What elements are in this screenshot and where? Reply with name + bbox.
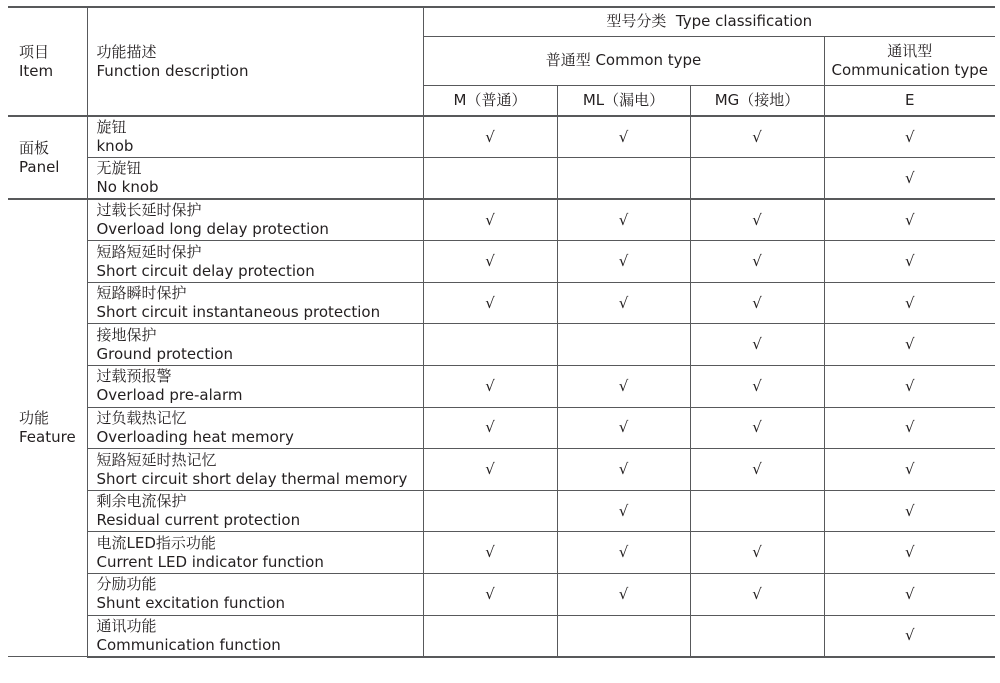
function-name-en: Short circuit short delay thermal memory bbox=[96, 469, 408, 488]
function-description-cell bbox=[87, 574, 423, 616]
check-cell-ml bbox=[557, 615, 690, 657]
check-cell-m bbox=[423, 490, 557, 532]
function-name-en: Overload long delay protection bbox=[96, 220, 329, 239]
function-name-en: Current LED indicator function bbox=[96, 552, 324, 571]
function-description-header bbox=[87, 7, 423, 116]
check-mark-icon: √ bbox=[485, 293, 495, 312]
communication-type-header bbox=[824, 36, 995, 85]
check-cell-mg bbox=[690, 324, 824, 366]
check-cell-e bbox=[824, 366, 995, 408]
check-mark-icon: √ bbox=[904, 501, 915, 520]
check-cell-mg bbox=[690, 490, 824, 532]
item-header-en: Item bbox=[19, 61, 54, 80]
category-panel bbox=[8, 116, 87, 199]
check-cell-e bbox=[824, 490, 995, 532]
check-cell-e bbox=[824, 532, 995, 574]
function-header-en: Function description bbox=[96, 61, 249, 80]
check-cell-m bbox=[423, 532, 557, 574]
function-description-cell bbox=[87, 282, 423, 324]
check-cell-m bbox=[423, 116, 557, 158]
function-name-en: Communication function bbox=[96, 635, 281, 654]
function-description-cell bbox=[87, 615, 423, 657]
check-cell-m bbox=[423, 241, 557, 283]
check-cell-e bbox=[824, 324, 995, 366]
function-description-cell bbox=[87, 407, 423, 449]
item-header-zh: 项目 bbox=[19, 42, 50, 61]
check-mark-icon: √ bbox=[618, 127, 629, 146]
common-type-header: 普通型 Common type bbox=[423, 36, 824, 85]
check-cell-mg bbox=[690, 241, 824, 283]
category-panel-zh: 面板 bbox=[19, 138, 50, 157]
function-name-zh: 分励功能 bbox=[96, 575, 157, 594]
check-cell-e bbox=[824, 449, 995, 491]
check-cell-e bbox=[824, 407, 995, 449]
function-name-zh: 过载长延时保护 bbox=[96, 201, 202, 220]
table-row bbox=[8, 199, 995, 241]
function-name-zh: 电流LED指示功能 bbox=[96, 533, 216, 552]
function-name-en: Shunt excitation function bbox=[96, 594, 286, 613]
check-mark-icon: √ bbox=[618, 584, 629, 603]
check-cell-ml bbox=[557, 158, 690, 200]
category-feature bbox=[8, 199, 87, 657]
check-cell-ml bbox=[557, 407, 690, 449]
table-row bbox=[8, 407, 995, 449]
check-mark-icon: √ bbox=[904, 335, 915, 354]
table-row bbox=[8, 532, 995, 574]
check-cell-ml bbox=[557, 532, 690, 574]
check-mark-icon: √ bbox=[904, 376, 915, 395]
code-header-ml: ML（漏电） bbox=[557, 85, 690, 116]
table-row bbox=[8, 366, 995, 408]
function-name-zh: 接地保护 bbox=[96, 325, 157, 344]
function-name-zh: 旋钮 bbox=[96, 118, 127, 137]
check-mark-icon: √ bbox=[904, 252, 915, 271]
check-mark-icon: √ bbox=[485, 460, 495, 479]
function-name-zh: 通讯功能 bbox=[96, 616, 157, 635]
check-cell-ml bbox=[557, 241, 690, 283]
check-cell-ml bbox=[557, 449, 690, 491]
check-mark-icon: √ bbox=[618, 252, 629, 271]
check-cell-ml bbox=[557, 116, 690, 158]
check-mark-icon: √ bbox=[485, 584, 495, 603]
check-cell-m bbox=[423, 324, 557, 366]
function-name-zh: 短路瞬时保护 bbox=[96, 284, 187, 303]
check-mark-icon: √ bbox=[752, 376, 762, 395]
function-description-cell bbox=[87, 366, 423, 408]
check-cell-mg bbox=[690, 615, 824, 657]
type-classification-table-wrapper bbox=[8, 6, 995, 658]
check-cell-e bbox=[824, 282, 995, 324]
category-feature-zh: 功能 bbox=[19, 409, 50, 428]
table-row bbox=[8, 449, 995, 491]
check-mark-icon: √ bbox=[752, 584, 762, 603]
check-mark-icon: √ bbox=[485, 252, 495, 271]
check-cell-m bbox=[423, 449, 557, 491]
check-cell-ml bbox=[557, 490, 690, 532]
function-description-cell bbox=[87, 241, 423, 283]
check-cell-mg bbox=[690, 532, 824, 574]
check-mark-icon: √ bbox=[904, 626, 915, 645]
check-cell-m bbox=[423, 407, 557, 449]
function-name-en: No knob bbox=[96, 178, 159, 197]
check-mark-icon: √ bbox=[485, 210, 495, 229]
check-cell-ml bbox=[557, 366, 690, 408]
check-cell-e bbox=[824, 158, 995, 200]
check-mark-icon: √ bbox=[752, 418, 762, 437]
check-mark-icon: √ bbox=[618, 293, 629, 312]
check-cell-mg bbox=[690, 449, 824, 491]
table-row bbox=[8, 490, 995, 532]
table-row bbox=[8, 615, 995, 657]
check-cell-ml bbox=[557, 574, 690, 616]
communication-type-zh: 通讯型 bbox=[887, 41, 933, 60]
check-mark-icon: √ bbox=[752, 460, 762, 479]
table-row bbox=[8, 241, 995, 283]
code-header-e: E bbox=[824, 85, 995, 116]
category-feature-en: Feature bbox=[19, 428, 76, 447]
check-mark-icon: √ bbox=[904, 584, 915, 603]
function-description-cell bbox=[87, 324, 423, 366]
check-cell-mg bbox=[690, 158, 824, 200]
category-panel-en: Panel bbox=[19, 157, 60, 176]
table-row bbox=[8, 158, 995, 200]
function-description-cell bbox=[87, 449, 423, 491]
type-classification-table bbox=[8, 6, 995, 658]
function-description-cell bbox=[87, 490, 423, 532]
table-row bbox=[8, 324, 995, 366]
check-cell-m bbox=[423, 158, 557, 200]
check-mark-icon: √ bbox=[752, 543, 762, 562]
function-name-en: Overloading heat memory bbox=[96, 427, 294, 446]
check-mark-icon: √ bbox=[618, 418, 629, 437]
function-name-en: Overload pre-alarm bbox=[96, 386, 243, 405]
table-row bbox=[8, 116, 995, 158]
communication-type-en: Communication type bbox=[831, 60, 989, 79]
check-cell-ml bbox=[557, 199, 690, 241]
check-cell-e bbox=[824, 116, 995, 158]
check-mark-icon: √ bbox=[904, 418, 915, 437]
check-mark-icon: √ bbox=[752, 293, 762, 312]
check-mark-icon: √ bbox=[904, 293, 915, 312]
function-description-cell bbox=[87, 158, 423, 200]
check-mark-icon: √ bbox=[904, 168, 915, 187]
function-name-zh: 短路短延时热记忆 bbox=[96, 450, 217, 469]
function-description-cell bbox=[87, 532, 423, 574]
function-name-zh: 过载预报警 bbox=[96, 367, 172, 386]
check-cell-m bbox=[423, 199, 557, 241]
type-classification-header: 型号分类 Type classification bbox=[423, 7, 995, 36]
check-mark-icon: √ bbox=[485, 418, 495, 437]
check-mark-icon: √ bbox=[904, 460, 915, 479]
check-cell-m bbox=[423, 282, 557, 324]
check-cell-m bbox=[423, 366, 557, 408]
check-mark-icon: √ bbox=[752, 335, 762, 354]
check-mark-icon: √ bbox=[618, 543, 629, 562]
check-cell-mg bbox=[690, 199, 824, 241]
header-row-1 bbox=[8, 7, 995, 36]
check-cell-e bbox=[824, 241, 995, 283]
check-cell-ml bbox=[557, 324, 690, 366]
check-mark-icon: √ bbox=[485, 376, 495, 395]
check-mark-icon: √ bbox=[752, 210, 762, 229]
check-mark-icon: √ bbox=[618, 460, 629, 479]
function-name-en: Residual current protection bbox=[96, 511, 301, 530]
check-cell-m bbox=[423, 615, 557, 657]
function-name-en: Short circuit instantaneous protection bbox=[96, 303, 381, 322]
check-mark-icon: √ bbox=[618, 376, 629, 395]
function-name-zh: 剩余电流保护 bbox=[96, 492, 187, 511]
check-cell-e bbox=[824, 615, 995, 657]
check-mark-icon: √ bbox=[618, 210, 629, 229]
check-cell-mg bbox=[690, 282, 824, 324]
check-cell-e bbox=[824, 199, 995, 241]
check-cell-ml bbox=[557, 282, 690, 324]
check-mark-icon: √ bbox=[904, 543, 915, 562]
function-name-en: Short circuit delay protection bbox=[96, 261, 315, 280]
function-description-cell bbox=[87, 116, 423, 158]
check-cell-e bbox=[824, 574, 995, 616]
table-row bbox=[8, 574, 995, 616]
function-description-cell bbox=[87, 199, 423, 241]
table-row bbox=[8, 282, 995, 324]
check-cell-mg bbox=[690, 574, 824, 616]
code-header-m: M（普通） bbox=[423, 85, 557, 116]
check-mark-icon: √ bbox=[752, 252, 762, 271]
function-name-zh: 无旋钮 bbox=[96, 159, 142, 178]
check-mark-icon: √ bbox=[485, 127, 495, 146]
check-mark-icon: √ bbox=[752, 127, 762, 146]
function-name-zh: 短路短延时保护 bbox=[96, 242, 202, 261]
function-name-en: Ground protection bbox=[96, 344, 234, 363]
check-mark-icon: √ bbox=[485, 543, 495, 562]
function-name-en: knob bbox=[96, 137, 134, 156]
check-cell-mg bbox=[690, 116, 824, 158]
function-header-zh: 功能描述 bbox=[96, 42, 157, 61]
item-header bbox=[8, 7, 87, 116]
check-mark-icon: √ bbox=[904, 127, 915, 146]
check-cell-m bbox=[423, 574, 557, 616]
code-header-mg: MG（接地） bbox=[690, 85, 824, 116]
check-cell-mg bbox=[690, 366, 824, 408]
check-mark-icon: √ bbox=[618, 501, 629, 520]
check-mark-icon: √ bbox=[904, 210, 915, 229]
check-cell-mg bbox=[690, 407, 824, 449]
function-name-zh: 过负载热记忆 bbox=[96, 408, 187, 427]
